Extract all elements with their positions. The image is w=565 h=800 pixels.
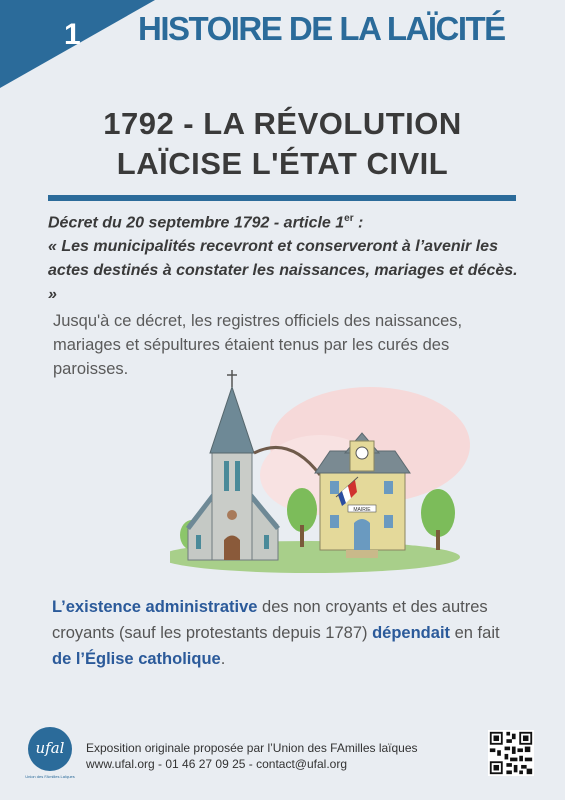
ufal-logo [28, 727, 72, 771]
illustration-svg [170, 365, 470, 580]
decree-heading-sup: er [344, 213, 354, 224]
tree-left-trunk [300, 525, 304, 547]
decree-heading-text: Décret du 20 septembre 1792 - article 1 [48, 214, 345, 232]
footer-contact: www.ufal.org - 01 46 27 09 25 - contact@ufal.org [86, 757, 347, 771]
closing-paragraph [52, 594, 522, 672]
mairie-building [315, 433, 410, 558]
logo-text: ufal [35, 739, 65, 757]
closing-period: . [220, 650, 226, 668]
decree-quote: « Les municipalités recevront et conserveront à l’avenir les actes destinés à constater les naissances, mariages et décès. » [48, 238, 518, 304]
highlight-existence: L’existence administrative [52, 598, 258, 616]
header-title: HISTOIRE DE LA LAÏCITÉ [138, 10, 505, 47]
main-title-line-1: 1792 - LA RÉVOLUTION [103, 106, 462, 141]
church-mairie-illustration [170, 365, 470, 580]
title-divider [48, 195, 516, 201]
main-title-line-2: LAÏCISE L'ÉTAT CIVIL [116, 146, 449, 181]
tree-right-trunk [436, 530, 440, 550]
closing-text-1: des non croyants et des autres croyants (sauf les protestants depuis 1787) [52, 598, 488, 642]
qr-code-icon [488, 730, 534, 776]
footer-credit: Exposition originale proposée par l’Union des FAmilles laïques [86, 741, 418, 755]
highlight-eglise: de l’Église catholique [52, 650, 221, 668]
panel-number: 1 [64, 18, 81, 51]
intro-paragraph: Jusqu'à ce décret, les registres officiels des naissances, mariages et sépultures étaient tenus par les curés des paroisses. [53, 312, 463, 378]
highlight-dependait: dépendait [372, 624, 451, 642]
decree-heading [48, 207, 528, 235]
tree-right [421, 489, 455, 537]
main-title [0, 104, 565, 184]
logo-subtitle: Union des FAmilles Laïques [25, 774, 75, 779]
closing-text-2: en fait [450, 624, 500, 642]
mairie-sign: MAIRIE [353, 507, 371, 513]
decree-block [48, 207, 528, 307]
decree-heading-end: : [353, 214, 364, 232]
